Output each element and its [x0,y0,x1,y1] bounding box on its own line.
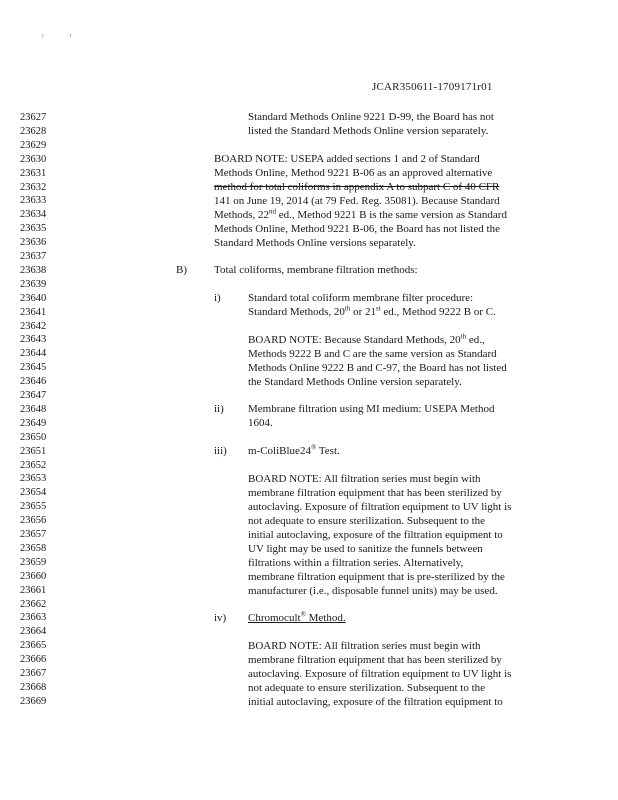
board-note-line: not adequate to ensure sterilization. Subsequent to the [248,515,486,527]
line-number: 23650 [20,431,47,443]
line-number: 23644 [20,348,47,360]
line-number: 23659 [20,556,47,568]
line-number: 23627 [20,112,47,123]
line-number: 23639 [20,278,47,290]
line-number: 23652 [20,459,47,471]
line-number: 23637 [20,251,47,262]
board-note-line: membrane filtration equipment that has been sterilized by [248,654,502,666]
board-note-line: Methods Online 9222 B and C-97, the Board has not listed [248,362,507,374]
line-number: 23648 [20,403,47,415]
line-number: 23638 [20,264,47,276]
board-note-line: BOARD NOTE: USEPA added sections 1 and 2 of Standard [214,153,480,165]
item-text: Standard Methods, 20th or 21st ed., Method 9222 B or C. [248,304,496,318]
line-number: 23651 [20,445,47,457]
line-number: 23656 [20,515,47,527]
line-number: 23629 [20,139,47,151]
board-note-line: membrane filtration equipment that is pre-sterilized by the [248,571,505,583]
line-number: 23632 [20,181,47,193]
item-text-underlined: Chromocult® Method. [248,610,346,624]
line-number: 23663 [20,612,47,624]
line-number: 23655 [20,501,47,513]
line-number: 23645 [20,362,47,374]
board-note-line: 141 on June 19, 2014 (at 79 Fed. Reg. 35081). Because Standard [214,195,500,207]
line-number: 23630 [20,153,47,165]
line-number: 23635 [20,223,47,235]
line-number: 23667 [20,668,47,679]
line-number: 23664 [20,626,47,638]
line-number: 23628 [20,125,47,137]
board-note-line: initial autoclaving, exposure of the filtration equipment to [248,529,503,541]
board-note-line: manufacturer (i.e., disposable funnel units) may be used. [248,585,498,597]
item-text: 1604. [248,417,273,429]
line-number: 23649 [20,417,47,429]
board-note-line: membrane filtration equipment that has been sterilized by [248,487,502,499]
line-number: 23669 [20,695,47,707]
line-number: 23653 [20,473,47,485]
section-label-b: B) [176,264,187,276]
board-note-line: initial autoclaving, exposure of the filtration equipment to [248,696,503,708]
text-line: listed the Standard Methods Online version separately. [248,125,489,137]
page-marks: ' ' [42,33,84,43]
line-number: 23640 [20,292,47,304]
item-label-i: i) [214,292,221,304]
board-note-line: not adequate to ensure sterilization. Subsequent to the [248,682,486,694]
line-number: 23642 [20,320,47,332]
line-number: 23668 [20,681,47,693]
line-number: 23657 [20,529,47,540]
board-note-line: Methods Online, Method 9221 B-06, the Board has not listed the [214,223,500,235]
line-number: 23665 [20,640,47,652]
board-note-line: BOARD NOTE: All filtration series must begin with [248,473,481,485]
board-note-line: autoclaving. Exposure of filtration equipment to UV light is [248,668,512,680]
text-line: Standard Methods Online 9221 D-99, the Board has not [248,111,494,123]
item-text: Membrane filtration using MI medium: USEPA Method [248,403,495,415]
board-note-line: filtrations within a filtration series. Alternatively, [248,557,464,569]
board-note-line: Methods 9222 B and C are the same version as Standard [248,348,497,360]
line-number: 23658 [20,542,47,554]
line-number: 23666 [20,654,47,666]
item-text: m-ColiBlue24® Test. [248,443,340,457]
line-number: 23631 [20,167,47,179]
item-label-ii: ii) [214,403,224,415]
line-number: 23661 [20,584,47,596]
line-number: 23654 [20,487,47,499]
line-number: 23636 [20,237,47,249]
board-note-line: the Standard Methods Online version separately. [248,376,462,388]
board-note-line: UV light may be used to sanitize the funnels between [248,543,483,555]
line-number: 23647 [20,390,47,401]
line-number: 23633 [20,195,47,207]
line-number: 23662 [20,598,47,610]
board-note-line: BOARD NOTE: All filtration series must begin with [248,640,481,652]
line-number: 23646 [20,376,47,388]
board-note-line: BOARD NOTE: Because Standard Methods, 20th ed., [248,332,485,346]
line-number: 23634 [20,209,47,221]
board-note-line: Standard Methods Online versions separately. [214,237,416,249]
section-title-b: Total coliforms, membrane filtration methods: [214,264,418,276]
line-number: 23660 [20,570,47,582]
board-note-line-struck: method for total coliforms in appendix A to subpart C of 40 CFR [214,181,500,193]
item-text: Standard total coliform membrane filter procedure: [248,292,474,304]
item-label-iv: iv) [214,612,227,624]
document-id-header: JCAR350611-1709171r01 [372,81,493,93]
line-number: 23641 [20,306,47,318]
board-note-line: Methods, 22nd ed., Method 9221 B is the same version as Standard [214,207,507,221]
line-number: 23643 [20,334,47,346]
board-note-line: Methods Online, Method 9221 B-06 as an approved alternative [214,167,493,179]
board-note-line: autoclaving. Exposure of filtration equipment to UV light is [248,501,512,513]
item-label-iii: iii) [214,445,227,457]
